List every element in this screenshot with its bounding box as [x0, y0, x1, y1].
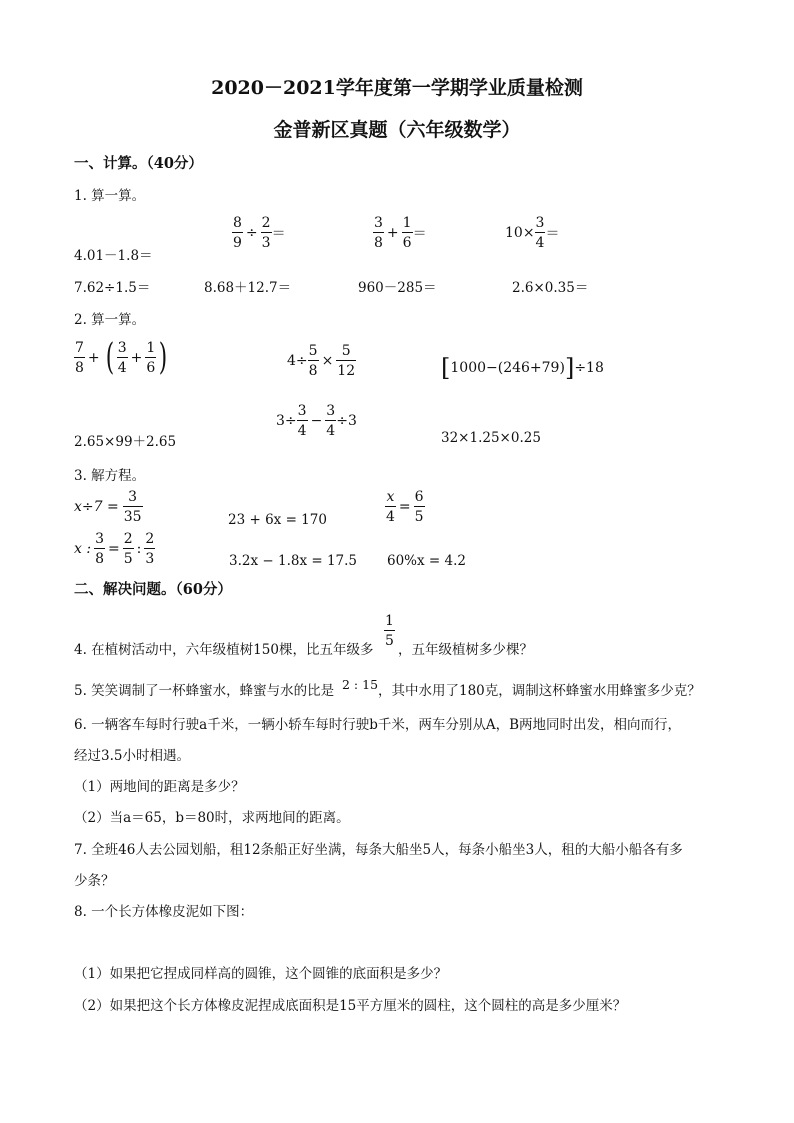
q1-item-1: 4.01－1.8＝	[74, 248, 153, 264]
q1-item-2: 7.62÷1.5＝	[74, 280, 151, 296]
q1-label: 1. 算一算。	[74, 188, 146, 204]
q2-expr-5: 2.65×99＋2.65	[74, 434, 177, 450]
fraction: $\frac{2}{5}$	[123, 531, 133, 567]
q8-sub-2: （2）如果把这个长方体橡皮泥捏成底面积是15平方厘米的圆柱，这个圆柱的高是多少厘米？	[74, 998, 627, 1014]
fraction: $\frac{7}{8}$	[75, 340, 84, 376]
q1-frac-expr-c: 10× $\frac{3}{4}$ ＝	[505, 215, 560, 251]
q1-item-4: 960－285＝	[358, 280, 437, 296]
q2-label: 2. 算一算。	[74, 312, 146, 328]
q3-eq-1: x÷7 = $\frac{3}{35}$	[74, 489, 142, 525]
q6-sub-2: （2）当a＝65，b＝80时，求两地间的距离。	[74, 810, 350, 826]
fraction: $\frac{8}{9}$	[233, 215, 242, 251]
q6-sub-1: （1）两地间的距离是多少？	[74, 779, 245, 795]
page-title: 2020－2021学年度第一学期学业质量检测	[211, 77, 583, 99]
fraction: $\frac{3}{35}$	[123, 489, 142, 525]
q3-eq-6: 60%x = 4.2	[387, 553, 466, 569]
fraction: $\frac{1}{6}$	[402, 215, 412, 251]
fraction: $\frac{x}{4}$	[386, 489, 395, 525]
fraction: $\frac{1}{6}$	[146, 340, 156, 376]
q4-fraction	[384, 614, 395, 648]
q3-eq-4: x : $\frac{3}{8}$ = $\frac{2}{5}$ : $\frac{2}{3}$	[74, 531, 155, 567]
q7-line-1: 7. 全班46人去公园划船，租12条船正好坐满，每条大船坐5人，每条小船坐3人，租的大船小船各有多	[74, 842, 683, 858]
q5-text-a: 5. 笑笑调制了一杯蜂蜜水，蜂蜜与水的比是	[74, 683, 335, 699]
fraction: $\frac{3}{4}$	[535, 215, 545, 251]
fraction: $\frac{3}{8}$	[374, 215, 383, 251]
q2-expr-4: 3÷ $\frac{3}{4}$ − $\frac{3}{4}$ ÷3	[276, 403, 357, 439]
page-subtitle: 金普新区真题（六年级数学）	[273, 119, 521, 141]
q7-line-2: 少条？	[74, 873, 115, 889]
section2-heading: 二、解决问题。（60分）	[74, 581, 232, 598]
fraction: $\frac{2}{3}$	[261, 215, 271, 251]
fraction: $\frac{3}{4}$	[117, 340, 127, 376]
fraction: $\frac{3}{4}$	[326, 403, 336, 439]
q4-text-a: 4. 在植树活动中，六年级植树150棵，比五年级多	[74, 642, 374, 658]
q2-expr-2: 4÷ $\frac{5}{8}$ × $\frac{5}{12}$	[287, 343, 356, 379]
q2-expr-1: $\frac{7}{8}$ + ( $\frac{3}{4}$ + $\frac{1}{6}$ )	[75, 337, 168, 378]
q1-item-3: 8.68＋12.7＝	[204, 280, 292, 296]
fraction: $\frac{2}{3}$	[145, 531, 155, 567]
fraction: $\frac{5}{12}$	[337, 343, 356, 379]
q5-ratio: 2 : 15	[342, 677, 379, 692]
q2-expr-6: 32×1.25×0.25	[441, 430, 541, 446]
q1-frac-expr-b: $\frac{3}{8}$ + $\frac{1}{6}$ ＝	[374, 215, 427, 251]
fraction: $\frac{3}{4}$	[297, 403, 307, 439]
q6-line-1: 6. 一辆客车每时行驶a千米，一辆小轿车每时行驶b千米，两车分别从A，B两地同时出发，相向而行，	[74, 717, 682, 733]
section1-heading: 一、计算。（40分）	[74, 155, 203, 172]
fraction: $\frac{5}{8}$	[308, 343, 318, 379]
fraction: $\frac{1}{5}$	[385, 613, 394, 649]
fraction: $\frac{6}{5}$	[414, 489, 424, 525]
q1-frac-expr-a: $\frac{8}{9}$ ÷ $\frac{2}{3}$ ＝	[233, 215, 286, 251]
q4-text-b: ，五年级植树多少棵？	[398, 642, 533, 658]
q6-line-2: 经过3.5小时相遇。	[74, 748, 190, 764]
q3-eq-5: 3.2x − 1.8x = 17.5	[229, 553, 358, 569]
q3-eq-2: 23 + 6x = 170	[228, 512, 327, 528]
q8-line-1: 8. 一个长方体橡皮泥如下图：	[74, 904, 254, 920]
q1-item-5: 2.6×0.35＝	[512, 280, 589, 296]
q5-text-b: ，其中水用了180克，调制这杯蜂蜜水用蜂蜜多少克？	[378, 683, 701, 699]
q3-eq-3: $\frac{x}{4}$ = $\frac{6}{5}$	[386, 489, 424, 525]
q3-label: 3. 解方程。	[74, 468, 146, 484]
fraction: $\frac{3}{8}$	[95, 531, 104, 567]
q8-sub-1: （1）如果把它捏成同样高的圆锥，这个圆锥的底面积是多少？	[74, 966, 448, 982]
q2-expr-3: [ 1000−(246+79) ] ÷18	[441, 354, 604, 382]
